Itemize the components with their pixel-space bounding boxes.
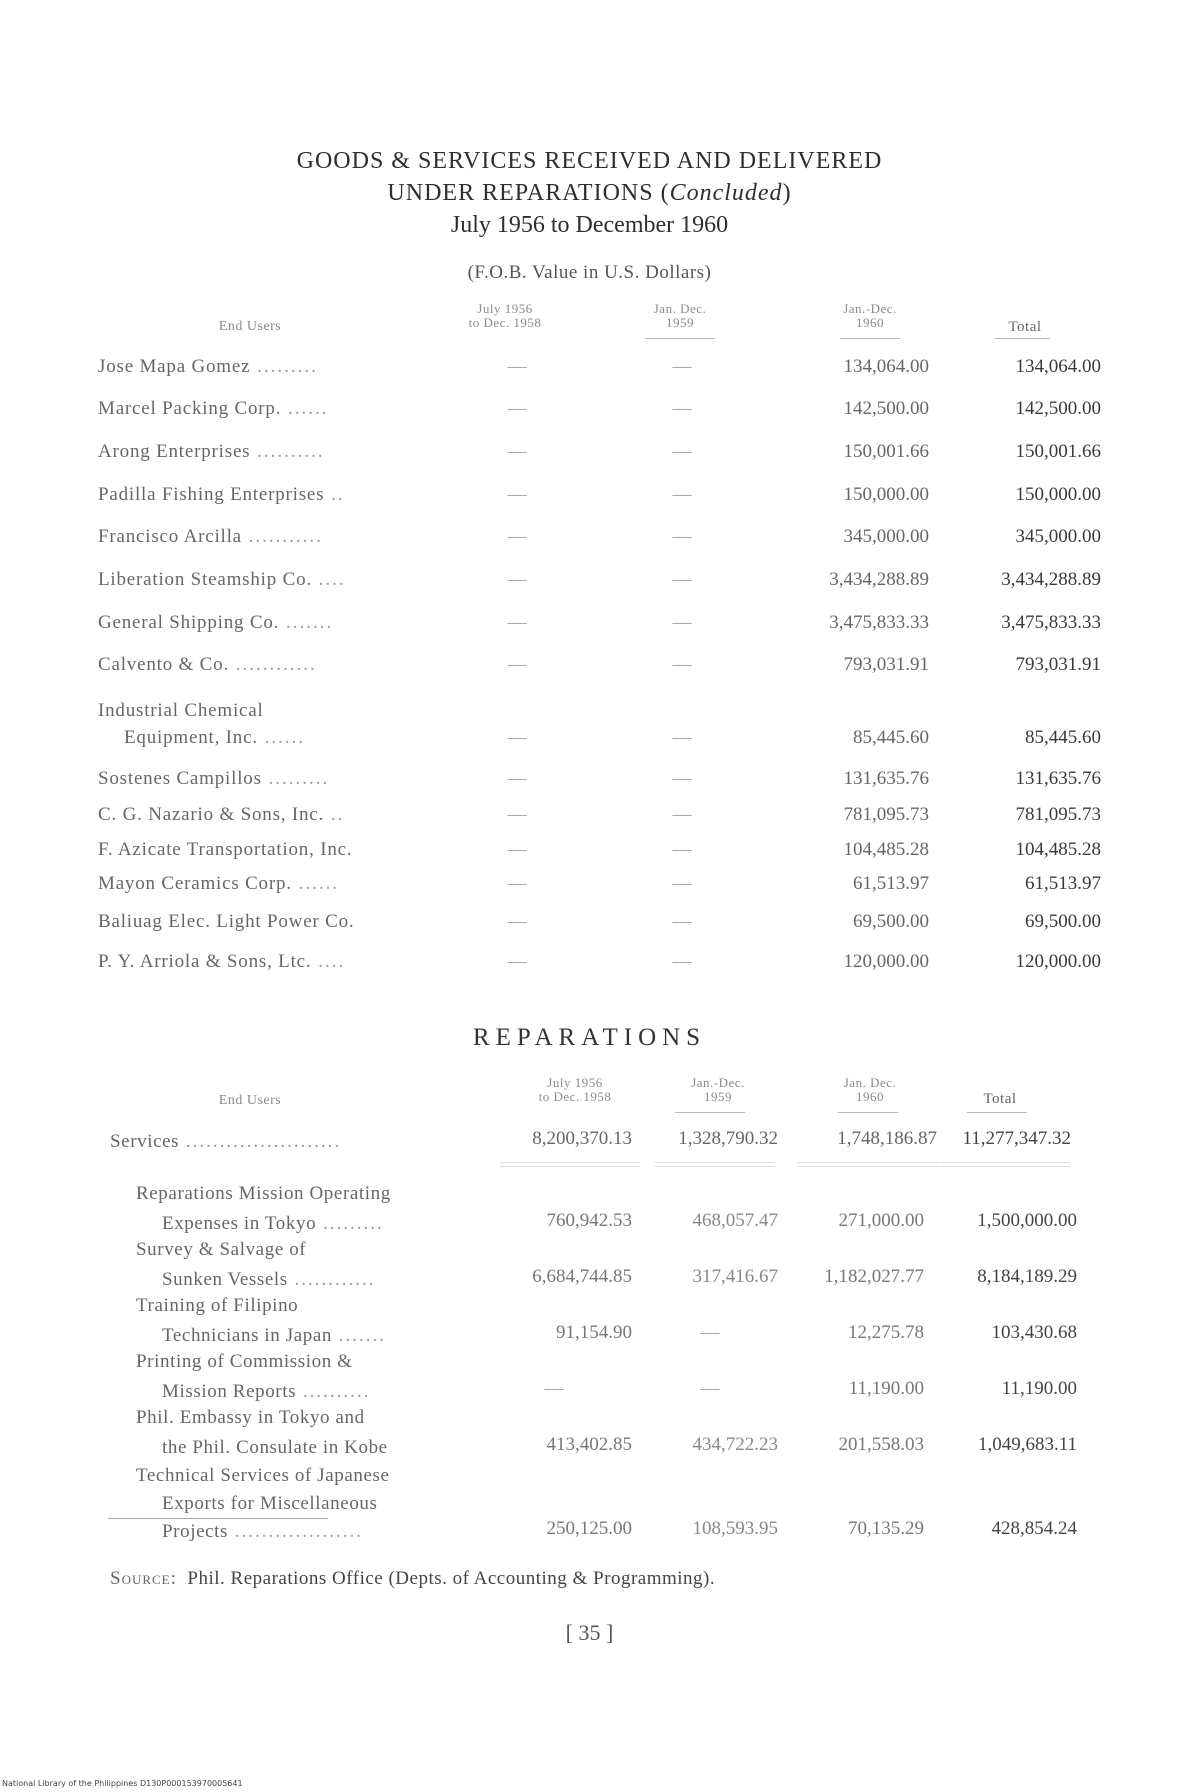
row-name-text: Expenses in Tokyo — [162, 1213, 317, 1234]
cell-col2: 108,593.95 — [692, 1518, 778, 1539]
t2-header-col2-l1: Jan.-Dec. — [691, 1075, 745, 1090]
t1-header-col2 — [630, 302, 730, 330]
cell-col2: — — [672, 441, 692, 462]
cell-col3: 3,434,288.89 — [829, 569, 929, 590]
cell-col2: — — [672, 727, 692, 748]
cell-col3: 131,635.76 — [843, 768, 929, 789]
t2-header-col3-l2: 1960 — [856, 1089, 884, 1104]
cell-col2: — — [700, 1378, 720, 1399]
row-dots: ....................... — [179, 1131, 342, 1152]
row-name-text: General Shipping Co. — [98, 612, 280, 633]
services-underline-col1-b — [500, 1166, 640, 1167]
cell-col3: 150,001.66 — [843, 441, 929, 462]
row-name-text: Services — [110, 1131, 180, 1152]
row-name-text: Marcel Packing Corp. — [98, 398, 282, 419]
t1-header-col2-l1: Jan. Dec. — [653, 301, 707, 316]
row-name-line2 — [162, 1266, 376, 1294]
cell-col2: — — [672, 484, 692, 505]
row-name — [110, 1128, 341, 1156]
table-row — [0, 839, 1179, 869]
t1-header-col3 — [810, 302, 930, 330]
row-dots: ......... — [261, 768, 330, 789]
cell-col1: — — [507, 768, 527, 789]
cell-col1: — — [507, 727, 527, 748]
cell-total: 8,184,189.29 — [977, 1266, 1077, 1287]
row-name — [98, 804, 344, 826]
row-name-line3 — [162, 1518, 363, 1546]
row-name-text: Industrial Chemical — [98, 700, 264, 721]
title-line2-suffix: ) — [782, 180, 792, 206]
services-underline-total — [940, 1162, 1070, 1163]
cell-col1: — — [507, 951, 527, 972]
row-name — [98, 356, 318, 378]
cell-col1: — — [507, 356, 527, 377]
row-name — [98, 873, 339, 895]
cell-total: 428,854.24 — [991, 1518, 1077, 1539]
row-name-text: Calvento & Co. — [98, 654, 229, 675]
table-row — [0, 398, 1179, 428]
cell-col1: 8,200,370.13 — [532, 1128, 632, 1149]
t2-header-underline-total — [967, 1112, 1027, 1113]
cell-col2: 317,416.67 — [692, 1266, 778, 1287]
cell-col3: 11,190.00 — [848, 1378, 924, 1399]
cell-col2: — — [700, 1322, 720, 1343]
row-name-line1: Technical Services of Japanese — [136, 1465, 390, 1486]
title-concluded: Concluded — [669, 180, 783, 206]
row-name-line1: Survey & Salvage of — [136, 1239, 307, 1260]
cell-total: 11,277,347.32 — [962, 1128, 1071, 1149]
cell-col1: — — [507, 484, 527, 505]
table-row — [0, 484, 1179, 514]
row-name-text: Arong Enterprises — [98, 441, 251, 462]
cell-col3: 104,485.28 — [843, 839, 929, 860]
cell-col3: 793,031.91 — [843, 654, 929, 675]
services-underline-col2 — [655, 1162, 775, 1163]
cell-col2: — — [672, 839, 692, 860]
services-underline-col1 — [500, 1162, 640, 1163]
row-dots: ............ — [229, 654, 317, 675]
row-name-text: Projects — [162, 1521, 229, 1542]
cell-col2: — — [672, 654, 692, 675]
t2-header-col1-l1: July 1956 — [547, 1075, 603, 1090]
cell-col1: — — [507, 526, 527, 547]
cell-total: 781,095.73 — [1015, 804, 1101, 825]
row-name — [98, 839, 352, 861]
page-title-line1: GOODS & SERVICES RECEIVED AND DELIVERED — [296, 148, 883, 174]
cell-total: 1,049,683.11 — [977, 1434, 1077, 1455]
table-row — [0, 911, 1179, 941]
cell-col2: — — [672, 768, 692, 789]
row-name — [124, 727, 305, 749]
t1-header-underline-total — [995, 338, 1050, 339]
cell-total: 150,001.66 — [1015, 441, 1101, 462]
row-dots: ...... — [281, 398, 329, 419]
t1-header-col3-l2: 1960 — [856, 315, 884, 330]
row-name-line2 — [162, 1322, 386, 1350]
services-underline-col3 — [798, 1162, 938, 1163]
source-label: Source: — [110, 1568, 177, 1589]
cell-col3: 271,000.00 — [838, 1210, 924, 1231]
cell-col3: 69,500.00 — [853, 911, 929, 932]
cell-col2: — — [672, 526, 692, 547]
cell-col2: — — [672, 804, 692, 825]
cell-col2: 434,722.23 — [692, 1434, 778, 1455]
row-name — [98, 526, 323, 548]
cell-col1: — — [544, 1378, 564, 1399]
row-name — [98, 484, 345, 506]
row-dots: ................... — [228, 1521, 364, 1542]
table-row — [0, 951, 1179, 981]
services-underline-col2-b — [655, 1166, 775, 1167]
cell-col3: 134,064.00 — [843, 356, 929, 377]
cell-col3: 142,500.00 — [843, 398, 929, 419]
unit-note: (F.O.B. Value in U.S. Dollars) — [467, 262, 712, 283]
t1-header-col3-l1: Jan.-Dec. — [843, 301, 897, 316]
row-dots: ......... — [250, 356, 318, 377]
cell-col2: — — [672, 398, 692, 419]
cell-col3: 1,182,027.77 — [824, 1266, 924, 1287]
row-name-line2: the Phil. Consulate in Kobe — [162, 1437, 388, 1458]
t1-header-underline-col3 — [840, 338, 900, 339]
cell-col2: — — [672, 911, 692, 932]
cell-col1: — — [507, 569, 527, 590]
row-name-text: Sunken Vessels — [162, 1269, 288, 1290]
cell-col1: — — [507, 441, 527, 462]
row-dots: ......... — [316, 1213, 384, 1234]
table-row — [0, 654, 1179, 684]
row-name-text: P. Y. Arriola & Sons, Ltc. — [98, 951, 312, 972]
t2-header-col2 — [663, 1076, 773, 1104]
cell-col2: — — [672, 569, 692, 590]
source-text: Phil. Reparations Office (Depts. of Accounting & Programming). — [187, 1568, 716, 1589]
row-dots: .......... — [250, 441, 325, 462]
cell-col3: 70,135.29 — [848, 1518, 924, 1539]
t2-header-underline-col2 — [675, 1112, 745, 1113]
row-dots: ...... — [257, 727, 306, 748]
cell-col3: 345,000.00 — [843, 526, 929, 547]
services-total-row — [0, 1128, 1179, 1158]
row-name-text: Francisco Arcilla — [98, 526, 242, 547]
cell-total: 793,031.91 — [1015, 654, 1101, 675]
row-name-line2 — [162, 1210, 384, 1238]
page-title-daterange: July 1956 to December 1960 — [450, 212, 729, 238]
row-name-text: Mayon Ceramics Corp. — [98, 873, 292, 894]
t2-header-col3 — [810, 1076, 930, 1104]
cell-total: 61,513.97 — [1025, 873, 1101, 894]
cell-col3: 150,000.00 — [843, 484, 929, 505]
row-dots: ...... — [291, 873, 340, 894]
cell-col3: 120,000.00 — [843, 951, 929, 972]
row-name — [98, 612, 333, 634]
row-dots: .. — [324, 804, 345, 825]
cell-col1: 413,402.85 — [546, 1434, 632, 1455]
row-name — [98, 569, 346, 591]
cell-total: 150,000.00 — [1015, 484, 1101, 505]
t2-header-col1-l2: to Dec. 1958 — [538, 1089, 612, 1104]
cell-col1: — — [507, 839, 527, 860]
cell-total: 85,445.60 — [1025, 727, 1101, 748]
cell-total: 1,500,000.00 — [977, 1210, 1077, 1231]
row-name-line2: Exports for Miscellaneous — [162, 1493, 378, 1514]
row-name-line2 — [162, 1378, 370, 1406]
row-dots: .... — [311, 569, 346, 590]
t2-header-underline-col3 — [838, 1112, 898, 1113]
row-dots: ............ — [287, 1269, 376, 1290]
cell-total: 345,000.00 — [1015, 526, 1101, 547]
row-name-text: Technicians in Japan — [162, 1325, 333, 1346]
cell-col3: 781,095.73 — [843, 804, 929, 825]
row-name-text: Padilla Fishing Enterprises — [98, 484, 325, 505]
t2-header-col3-l1: Jan. Dec. — [843, 1075, 897, 1090]
table-row — [0, 356, 1179, 386]
row-name — [98, 654, 317, 676]
table-row — [0, 727, 1179, 757]
row-dots: .... — [311, 951, 346, 972]
cell-total: 103,430.68 — [991, 1322, 1077, 1343]
cell-col2: — — [672, 951, 692, 972]
table-row — [0, 804, 1179, 834]
source-note — [110, 1568, 715, 1590]
cell-col2: — — [672, 356, 692, 377]
row-name — [98, 768, 329, 790]
cell-col1: — — [507, 398, 527, 419]
services-underline-col3-b — [798, 1166, 938, 1167]
cell-col1: 91,154.90 — [556, 1322, 632, 1343]
t2-header-total: Total — [983, 1091, 1017, 1107]
cell-col1: — — [507, 612, 527, 633]
cell-total: 69,500.00 — [1025, 911, 1101, 932]
cell-col1: — — [507, 804, 527, 825]
row-name-line1: Printing of Commission & — [136, 1351, 353, 1372]
table-row — [0, 873, 1179, 903]
row-name-text: Jose Mapa Gomez — [98, 356, 251, 377]
row-name-line1: Reparations Mission Operating — [136, 1183, 391, 1204]
table-row — [0, 768, 1179, 798]
table-row-label-line — [0, 700, 1179, 726]
cell-total: 11,190.00 — [1001, 1378, 1077, 1399]
cell-col3: 3,475,833.33 — [829, 612, 929, 633]
t1-header-end-users: End Users — [218, 319, 282, 334]
cell-total: 134,064.00 — [1015, 356, 1101, 377]
row-name-text: Sostenes Campillos — [98, 768, 262, 789]
row-name — [98, 951, 345, 973]
row-dots: ....... — [332, 1325, 387, 1346]
cell-col3: 61,513.97 — [853, 873, 929, 894]
t2-header-col2-l2: 1959 — [704, 1089, 732, 1104]
row-name-text: Mission Reports — [162, 1381, 297, 1402]
t1-header-total: Total — [1008, 319, 1042, 335]
reparations-heading: REPARATIONS — [472, 1024, 707, 1051]
row-dots: ....... — [279, 612, 334, 633]
cell-col2: — — [672, 612, 692, 633]
t1-header-col1 — [430, 302, 580, 330]
cell-col1: 6,684,744.85 — [532, 1266, 632, 1287]
row-name-text: Baliuag Elec. Light Power Co. — [98, 911, 355, 932]
row-name-text: C. G. Nazario & Sons, Inc. — [98, 804, 325, 825]
cell-col3: 1,748,186.87 — [837, 1128, 937, 1149]
cell-col2: 1,328,790.32 — [678, 1128, 778, 1149]
library-stamp: National Library of the Philippines D130P000153970005641 — [2, 1779, 243, 1788]
row-dots: .......... — [296, 1381, 371, 1402]
row-name-line1: Phil. Embassy in Tokyo and — [136, 1407, 365, 1428]
cell-col1: — — [507, 911, 527, 932]
cell-col1: — — [507, 654, 527, 675]
cell-total: 120,000.00 — [1015, 951, 1101, 972]
t1-header-underline-col2 — [645, 338, 715, 339]
footnote-divider — [108, 1518, 328, 1519]
row-name — [98, 398, 329, 420]
row-name-line1: Training of Filipino — [136, 1295, 299, 1316]
cell-col3: 85,445.60 — [853, 727, 929, 748]
row-dots: ........... — [241, 526, 323, 547]
t1-header-col2-l2: 1959 — [666, 315, 694, 330]
cell-total: 104,485.28 — [1015, 839, 1101, 860]
cell-col2: 468,057.47 — [692, 1210, 778, 1231]
row-dots: .. — [324, 484, 345, 505]
table-row — [0, 441, 1179, 471]
cell-col1: — — [507, 873, 527, 894]
cell-total: 142,500.00 — [1015, 398, 1101, 419]
t1-header-col1-l2: to Dec. 1958 — [468, 315, 542, 330]
title-line2-prefix: UNDER REPARATIONS ( — [387, 180, 670, 206]
t2-header-end-users: End Users — [218, 1093, 282, 1108]
table-row — [0, 569, 1179, 599]
row-name-text: F. Azicate Transportation, Inc. — [98, 839, 353, 860]
table-row — [0, 612, 1179, 642]
cell-col2: — — [672, 873, 692, 894]
cell-total: 3,434,288.89 — [1001, 569, 1101, 590]
cell-col3: 201,558.03 — [838, 1434, 924, 1455]
row-name-text: Equipment, Inc. — [124, 727, 258, 748]
cell-total: 131,635.76 — [1015, 768, 1101, 789]
page-title-line2 — [0, 180, 1179, 207]
row-name — [98, 441, 325, 463]
cell-col1: 250,125.00 — [546, 1518, 632, 1539]
t2-header-col1 — [500, 1076, 650, 1104]
page-number: [ 35 ] — [565, 1620, 614, 1645]
t1-header-col1-l1: July 1956 — [477, 301, 533, 316]
row-name — [98, 911, 354, 933]
table-row — [0, 526, 1179, 556]
cell-total: 3,475,833.33 — [1001, 612, 1101, 633]
row-name-text: Liberation Steamship Co. — [98, 569, 312, 590]
services-underline-total-b — [940, 1166, 1070, 1167]
cell-col1: 760,942.53 — [546, 1210, 632, 1231]
cell-col3: 12,275.78 — [848, 1322, 924, 1343]
